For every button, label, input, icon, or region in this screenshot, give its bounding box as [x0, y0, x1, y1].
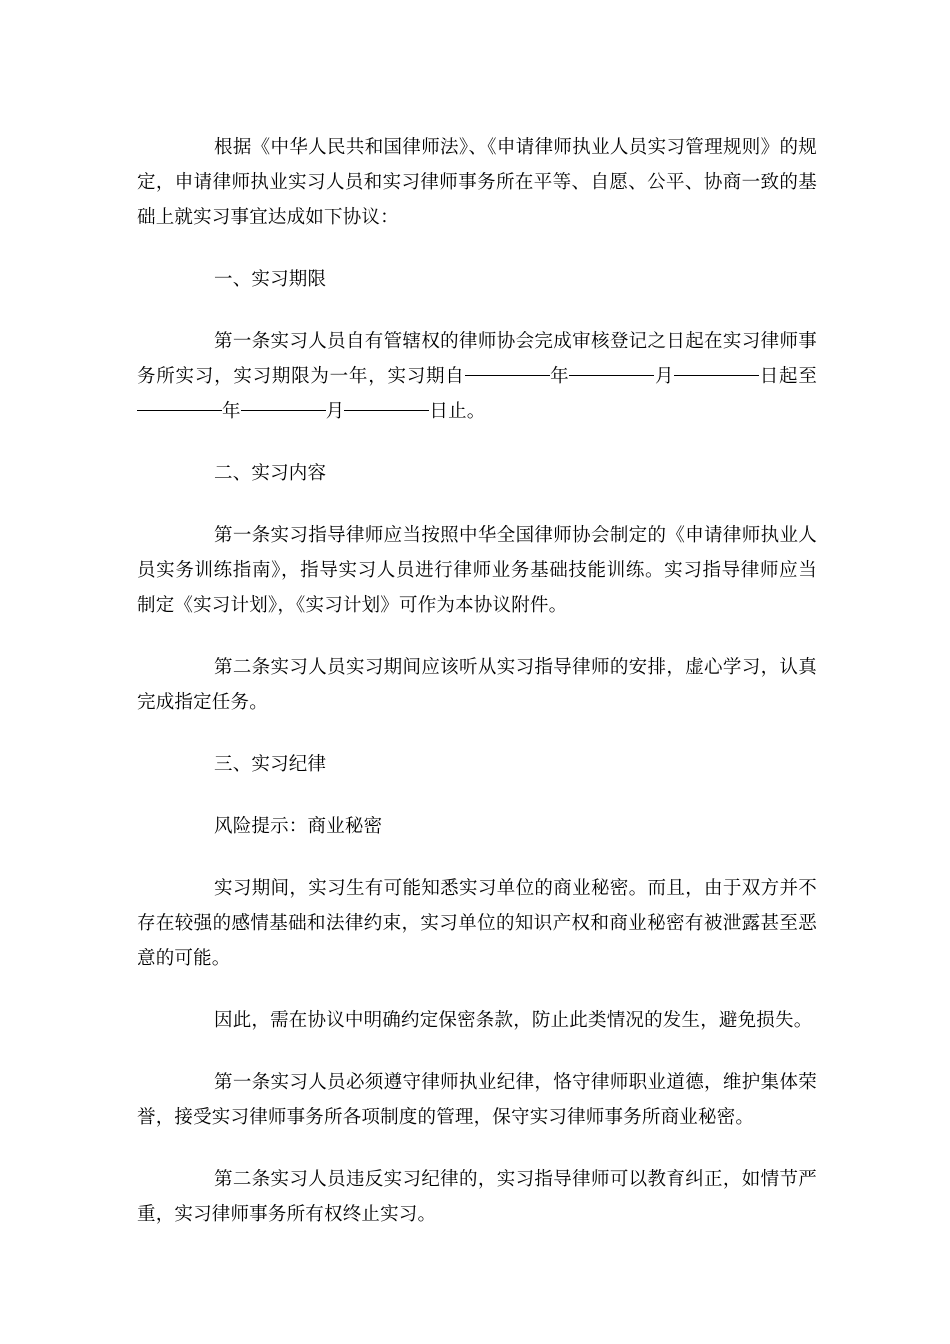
- blank-start-year: [465, 374, 550, 376]
- article-content-2: 第二条实习人员实习期间应该听从实习指导律师的安排，虚心学习，认真完成指定任务。: [137, 657, 817, 713]
- risk-explanation: 实习期间，实习生有可能知悉实习单位的商业秘密。而且，由于双方并不存在较强的感情基础和法律约束，实习单位的知识产权和商业秘密有被泄露甚至恶意的可能。: [137, 878, 817, 969]
- section-heading-discipline: 三、实习纪律: [214, 754, 327, 775]
- blank-end-day: [344, 409, 429, 411]
- blank-start-day: [674, 374, 759, 376]
- label-month-2: 月: [325, 401, 345, 422]
- risk-advice: 因此，需在协议中明确约定保密条款，防止此类情况的发生，避免损失。: [214, 1010, 813, 1031]
- document-page: [137, 130, 817, 1259]
- article-term-text: 第一条实习人员自有管辖权的律师协会完成审核登记之日起在实习律师事务所实习，实习期限为一年，实习期自: [137, 331, 817, 387]
- label-end: 日止。: [429, 401, 486, 422]
- label-month-1: 月: [654, 366, 675, 387]
- section-heading-content: 二、实习内容: [214, 463, 327, 484]
- article-content-1: 第一条实习指导律师应当按照中华全国律师协会制定的《申请律师执业人员实务训练指南》，指导实习人员进行律师业务基础技能训练。实习指导律师应当制定《实习计划》，《实习计划》可作为本协议附件。: [137, 525, 817, 616]
- label-year-1: 年: [549, 366, 570, 387]
- blank-start-month: [569, 374, 654, 376]
- label-day-1: 日起至: [759, 366, 818, 387]
- intro-paragraph: 根据《中华人民共和国律师法》、《申请律师执业人员实习管理规则》的规定，申请律师执业实习人员和实习律师事务所在平等、自愿、公平、协商一致的基础上就实习事宜达成如下协议：: [137, 137, 817, 228]
- risk-notice: 风险提示：商业秘密: [214, 816, 383, 837]
- label-year-2: 年: [222, 401, 241, 422]
- section-heading-term: 一、实习期限: [214, 269, 327, 290]
- blank-end-month: [241, 409, 326, 411]
- blank-end-year: [137, 409, 222, 411]
- article-discipline-2: 第二条实习人员违反实习纪律的，实习指导律师可以教育纠正，如情节严重，实习律师事务所有权终止实习。: [137, 1169, 817, 1225]
- article-term-paragraph: [137, 324, 817, 429]
- article-discipline-1: 第一条实习人员必须遵守律师执业纪律，恪守律师职业道德，维护集体荣誉，接受实习律师事务所各项制度的管理，保守实习律师事务所商业秘密。: [137, 1072, 817, 1128]
